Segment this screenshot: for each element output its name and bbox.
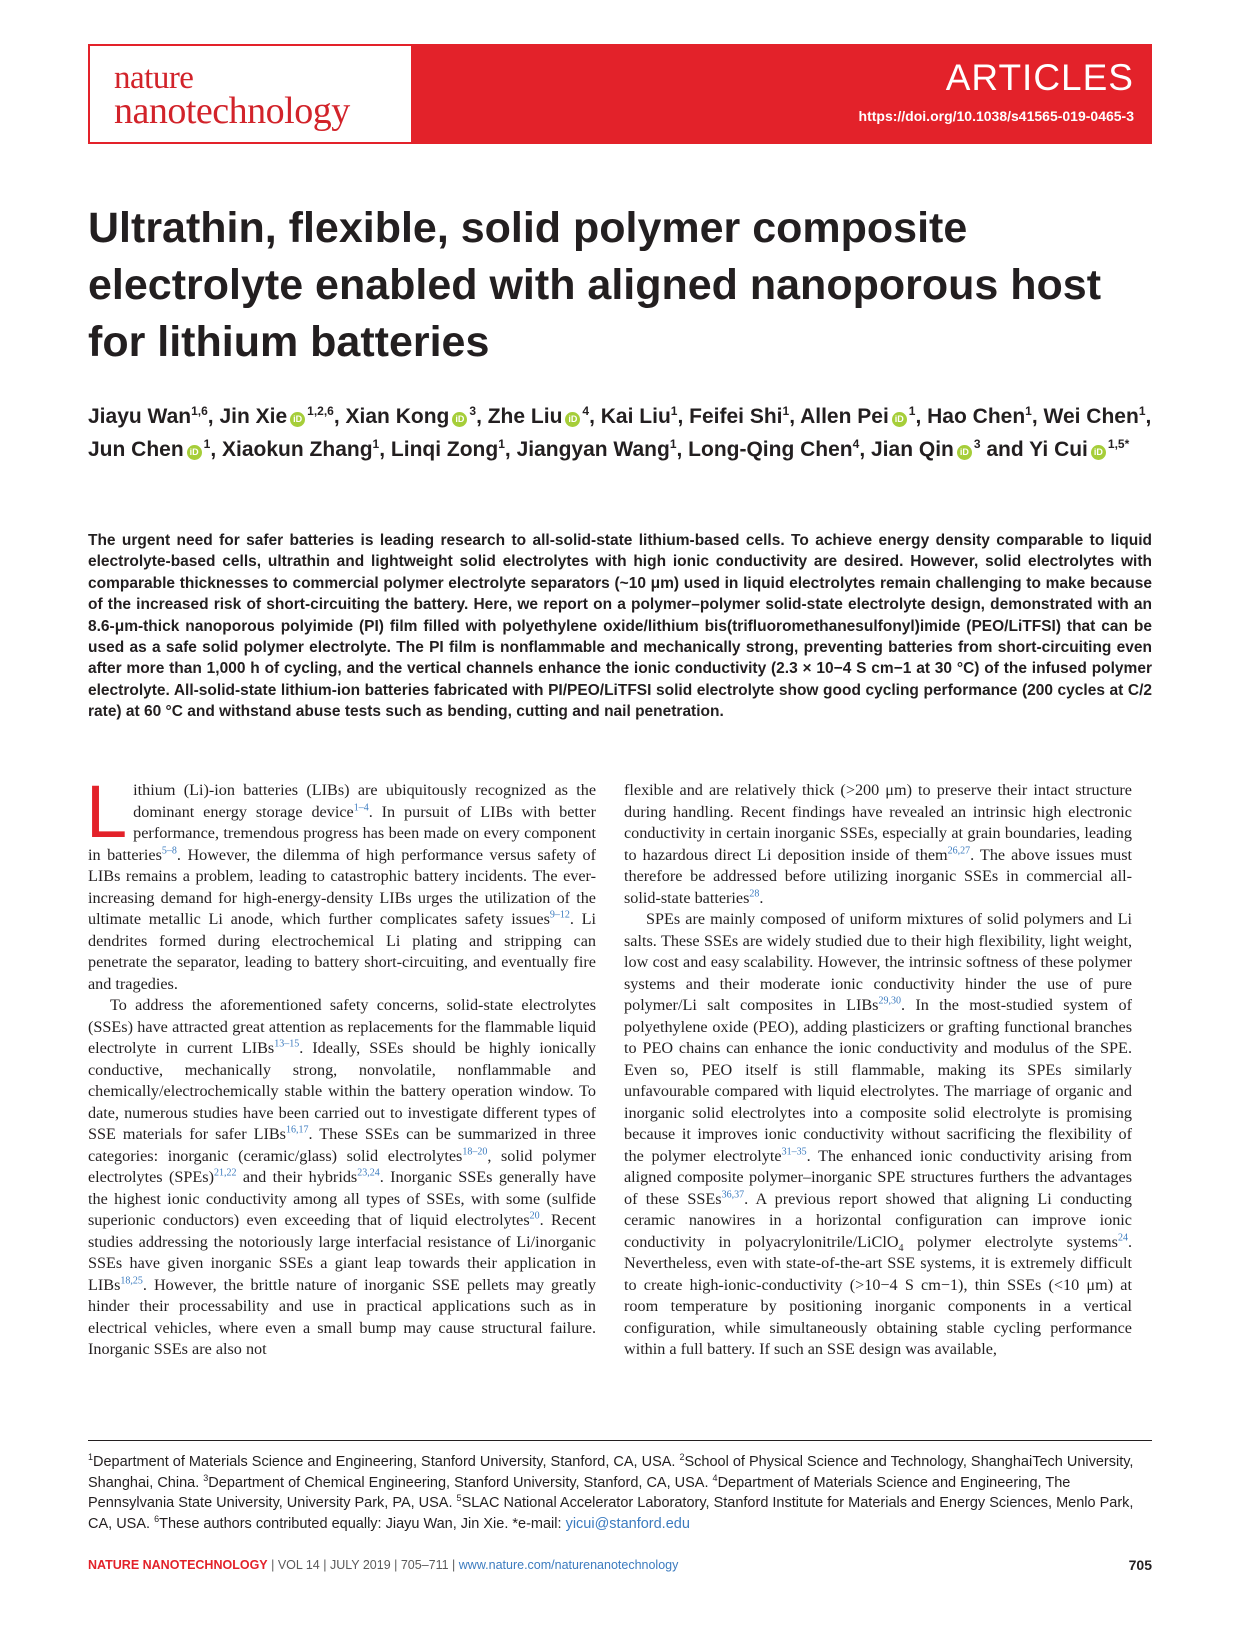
author-affiliation: 4 — [852, 437, 860, 451]
citation-ref[interactable]: 1–4 — [353, 802, 369, 814]
author-name: Xian Kong — [345, 405, 450, 428]
citation-ref[interactable]: 13–15 — [274, 1038, 300, 1050]
drop-cap: L — [86, 770, 128, 853]
footnote-divider — [88, 1440, 1152, 1441]
author-name: Xiaokun Zhang — [222, 438, 373, 461]
citation-ref[interactable]: 18–20 — [462, 1146, 488, 1158]
affiliation-number: 4 — [712, 1472, 718, 1483]
page-number: 705 — [1128, 1557, 1152, 1573]
footer-issue: | VOL 14 | JULY 2019 | 705–711 | — [267, 1558, 459, 1572]
orcid-icon[interactable]: iD — [452, 412, 467, 427]
abstract: The urgent need for safer batteries is leading research to all-solid-state lithium-based cells. To achieve energy density comparable to liquid electrolyte-based cells, ultrathin and lightweight solid electrolytes with high ionic conductivity are desired. However, solid electrolytes with comparable thicknesses to commercial polymer electrolyte separators (~10 μm) used in liquid electrolytes remain challenging to make because of the increased risk of short-circuiting the battery. Here, we report on a polymer–polymer solid-state electrolyte design, demonstrated with an 8.6-μm-thick nanoporous polyimide (PI) film filled with polyethylene oxide/lithium bis(trifluoromethanesulfonyl)imide (PEO/LiTFSI) that can be used as a safe solid polymer electrolyte. The PI film is nonflammable and mechanically strong, preventing batteries from short-circuiting even after more than 1,000 h of cycling, and the vertical channels enhance the ionic conductivity (2.3 × 10−4 S cm−1 at 30 °C) of the infused polymer electrolyte. All-solid-state lithium-ion batteries fabricated with PI/PEO/LiTFSI solid electrolyte show good cycling performance (200 cycles at C/2 rate) at 60 °C and withstand abuse tests such as bending, cutting and nail penetration. — [88, 532, 1152, 721]
author-affiliation: 4 — [582, 404, 590, 418]
journal-logo[interactable] — [90, 46, 411, 142]
body-paragraph: SPEs are mainly composed of uniform mixtures of solid polymers and Li salts. These SSEs are widely studied due to their high flexibility, light weight, low cost and easy scalability. However, the intrinsic softness of these polymer systems and their moderate ionic conductivity hinder the use of pure polymer/Li salt composites in LIBs$^{29,30}$. In the most-studied system of polyethylene oxide (PEO), adding plasticizers or grafting functional branches to PEO chains can enhance the ionic conductivity and modulus of the SPE. Even so, PEO itself is still flammable, making its SPEs similarly unfavourable compared with liquid electrolytes. The marriage of organic and inorganic solid electrolytes into a composite solid electrolyte is promising because it improves ionic conductivity without sacrificing the flexibility of the polymer electrolyte$^{31-35}$. The enhanced ionic conductivity arising from aligned composite polymer–inorganic SPE structures furthers the advantages of these SSEs$^{36,37}$. A previous report showed that aligning Li conducting ceramic nanowires in a horizontal configuration can improve ionic conductivity in polyacrylonitrile/LiClO$_4$ polymer electrolyte systems$^{24}$. Nevertheless, even with state-of-the-art SSE systems, it is extremely difficult to create high-ionic-conductivity (>10−4 S cm−1), thin SSEs (<10 μm) at room temperature by positioning inorganic components in a vertical configuration, while simultaneously obtaining stable cycling performance within a full battery. If such an SSE design was available, — [624, 910, 1133, 1358]
author-affiliation: 1 — [908, 404, 916, 418]
author-name: Kai Liu — [600, 405, 671, 428]
citation-ref[interactable]: 26,27 — [947, 845, 971, 857]
author-name: Hao Chen — [927, 405, 1026, 428]
citation-ref[interactable]: 9–12 — [549, 909, 570, 921]
body-paragraph: To address the aforementioned safety concerns, solid-state electrolytes (SSEs) have attracted great attention as replacements for the flammable liquid electrolyte in current LIBs$^{13-15}$. Ideally, SSEs should be highly ionically conductive, mechanically strong, nonvolatile, nonflammable and chemically/electrochemically stable within the battery operation window. To date, numerous studies have been carried out to investigate different types of SSE materials for safer LIBs$^{16,17}$. These SSEs can be summarized in three categories: inorganic (ceramic/glass) solid electrolytes$^{18-20}$, solid polymer electrolytes (SPEs)$^{21,22}$ and their hybrids$^{23,24}$. Inorganic SSEs generally have the highest ionic conductivity among all types of SSEs, with some (sulfide superionic conductors) even exceeding that of liquid electrolytes$^{20}$. Recent studies addressing the notoriously large interfacial resistance of Li/inorganic SSEs have given inorganic SSEs a giant leap towards their application in LIBs$^{18,25}$. However, the brittle nature of inorganic SSE pellets may greatly hinder their processability and use in practical applications such as in electrical vehicles, where even a small bump may cause structural failure. Inorganic SSEs are also not — [88, 996, 597, 1358]
body-column-left — [86, 770, 597, 1361]
citation-ref[interactable]: 24 — [1117, 1232, 1128, 1244]
author-name: Allen Pei — [800, 405, 889, 428]
author-name: Wei Chen — [1043, 405, 1139, 428]
citation-ref[interactable]: 16,17 — [285, 1124, 309, 1136]
affiliation-number: 3 — [203, 1472, 209, 1483]
citation-ref[interactable]: 21,22 — [213, 1167, 237, 1179]
author-affiliation: 3 — [973, 437, 981, 451]
body-column-right — [624, 780, 1132, 1361]
journal-banner — [88, 44, 1152, 144]
doi-link[interactable]: https://doi.org/10.1038/s41565-019-0465-3 — [858, 108, 1134, 124]
body-paragraph: Lithium (Li)-ion batteries (LIBs) are ubiquitously recognized as the dominant energy storage device$^{1-4}$. In pursuit of LIBs with better performance, tremendous progress has been made on every component in batteries$^{5-8}$. However, the dilemma of high performance versus safety of LIBs remains a problem, leading to catastrophic battery incidents. The ever-increasing demand for high-energy-density LIBs urges the utilization of the ultimate metallic Li anode, which further complicates safety issues$^{9-12}$. Li dendrites formed during electrochemical Li plating and stripping can penetrate the separator, leading to battery short-circuiting, and eventually fire and tragedies. — [86, 770, 596, 993]
author-list: Jiayu Wan$^{1,6}$, Jin Xie iD$^{1,2,6}$, Xian Kong $iD^3$, Zhe Liu $iD^4$, Kai Liu$^1$, Feifei Shi$^1$, Allen Pei $iD^1$, Hao Chen$^1$, Wei Chen$^1$, Jun Chen $iD^1$, Xiaokun Zhang$^1$, Linqi Zong$^1$, Jiangyan Wang$^1$, Long-Qing Chen$^4$, Jian Qin $iD^3$ and Yi Cui $iD^{1,5*}$ — [88, 404, 1152, 461]
orcid-icon[interactable]: iD — [187, 445, 202, 460]
orcid-icon[interactable]: iD — [892, 412, 907, 427]
author-name: Jun Chen — [88, 438, 184, 461]
orcid-icon[interactable]: iD — [290, 412, 305, 427]
logo-line-nature: nature — [114, 60, 194, 96]
email-link[interactable]: yicui@stanford.edu — [565, 1515, 690, 1532]
author-affiliation: 1,5* — [1107, 437, 1130, 451]
citation-ref[interactable]: 5–8 — [161, 845, 177, 857]
orcid-icon[interactable]: iD — [565, 412, 580, 427]
author-name: Long-Qing Chen — [688, 438, 853, 461]
subscript: 4 — [898, 1242, 904, 1254]
citation-ref[interactable]: 23,24 — [357, 1167, 380, 1179]
orcid-icon[interactable]: iD — [957, 445, 972, 460]
author-affiliation: 1,6 — [191, 404, 208, 418]
logo-line-nanotechnology: nanotechnology — [114, 90, 350, 132]
author-affiliation: 1 — [782, 404, 790, 418]
affiliation-number: 2 — [679, 1452, 685, 1463]
author-affiliation: 1 — [669, 437, 677, 451]
author-name: Jin Xie — [219, 405, 288, 428]
author-name: Feifei Shi — [689, 405, 783, 428]
affiliation-number: 5 — [456, 1493, 462, 1504]
orcid-icon[interactable]: iD — [1091, 445, 1106, 460]
author-affiliation: 1 — [203, 437, 211, 451]
author-affiliation: 3 — [469, 404, 477, 418]
article-title: Ultrathin, flexible, solid polymer composite electrolyte enabled with aligned nanoporous host for lithium batteries — [88, 204, 1102, 366]
affiliations: $^1$Department of Materials Science and Engineering, Stanford University, Stanford, CA, USA. $^2$School of Physical Science and Technology, ShanghaiTech University, Shanghai, China. $^3$Department of Chemical Engineering, Stanford University, Stanford, CA, USA. $^4$Department of Materials Science and Engineering, The Pennsylvania State University, University Park, PA, USA. $^5$SLAC National Accelerator Laboratory, Stanford Institute for Materials and Energy Sciences, Menlo Park, CA, USA. $^6$These authors contributed equally: Jiayu Wan, Jin Xie. *e-mail: yicui@stanford.edu — [88, 1452, 1134, 1532]
author-affiliation: 1 — [670, 404, 678, 418]
page-footer — [88, 1558, 678, 1572]
citation-ref[interactable]: 20 — [529, 1210, 540, 1222]
section-label: ARTICLES — [945, 57, 1134, 98]
citation-ref[interactable]: 36,37 — [721, 1189, 745, 1201]
author-name: Yi Cui — [1029, 438, 1088, 461]
author-affiliation: 1 — [498, 437, 505, 451]
author-affiliation: 1,2,6 — [307, 404, 334, 418]
citation-ref[interactable]: 18,25 — [120, 1275, 143, 1287]
author-name: Jian Qin — [871, 438, 954, 461]
author-affiliation: 1 — [1138, 404, 1146, 418]
citation-ref[interactable]: 28 — [749, 888, 760, 900]
author-affiliation: 1 — [372, 437, 380, 451]
footer-journal: NATURE NANOTECHNOLOGY — [88, 1558, 268, 1572]
affiliation-number: 1 — [88, 1452, 94, 1463]
citation-ref[interactable]: 31–35 — [781, 1146, 807, 1158]
author-name: Jiayu Wan — [88, 405, 192, 428]
footer-site-link[interactable]: www.nature.com/naturenanotechnology — [458, 1558, 679, 1572]
body-paragraph: flexible and are relatively thick (>200 μm) to preserve their intact structure during handling. Recent findings have revealed an intrinsic high electronic conductivity in certain inorganic SSEs, especially at grain boundaries, leading to hazardous direct Li deposition inside of them$^{26,27}$. The above issues must therefore be addressed before utilizing inorganic SSEs in commercial all-solid-state batteries$^{28}$. — [624, 781, 1132, 907]
citation-ref[interactable]: 29,30 — [878, 995, 901, 1007]
author-name: Linqi Zong — [390, 438, 499, 461]
author-name: Jiangyan Wang — [516, 438, 670, 461]
author-affiliation: 1 — [1025, 404, 1032, 418]
author-name: Zhe Liu — [487, 405, 563, 428]
affiliation-number: 6 — [154, 1513, 160, 1524]
